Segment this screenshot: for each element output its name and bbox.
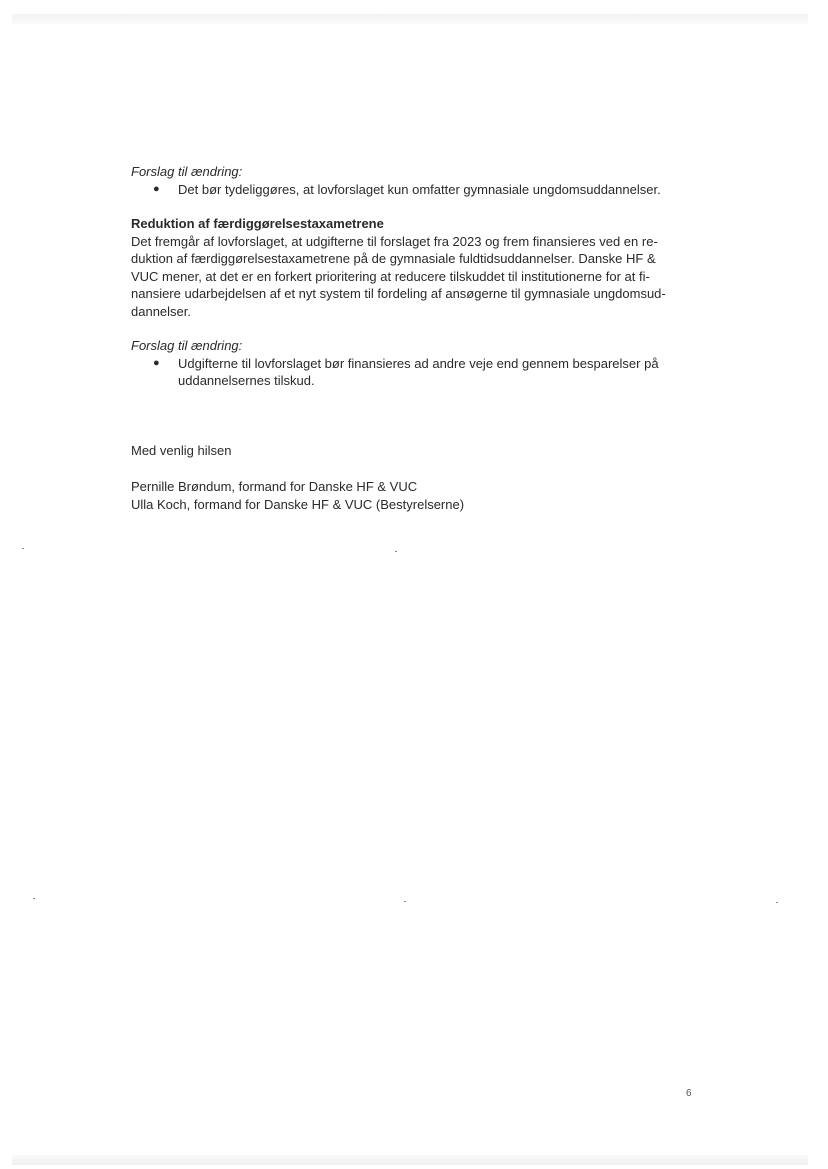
bullet-line: Udgifterne til lovforslaget bør finansieres ad andre veje end gennem besparelser på [178, 355, 659, 371]
paragraph-line: dannelser. [131, 303, 191, 319]
proposal-heading-1: Forslag til ændring: [131, 164, 243, 179]
proposal-heading-2: Forslag til ændring: [131, 338, 243, 353]
scan-edge-top [12, 14, 808, 24]
scan-speck [22, 548, 24, 549]
paragraph-line: VUC mener, at det er en forkert prioritering at reducere tilskuddet til institutionerne for at fi- [131, 268, 650, 284]
bullet-line: uddannelsernes tilskud. [178, 373, 315, 388]
paragraph-line: duktion af færdiggørelsestaxametrene på de gymnasiale fuldtidsuddannelser. Danske HF & [131, 251, 656, 266]
paragraph-line: Det fremgår af lovforslaget, at udgifterne til forslaget fra 2023 og frem finansieres ved en re- [131, 233, 658, 249]
signatory-2: Ulla Koch, formand for Danske HF & VUC (Bestyrelserne) [131, 496, 465, 512]
bullet-text-2 [178, 355, 691, 390]
bullet-item-2 [153, 355, 691, 390]
bullet-item-1 [153, 181, 691, 199]
paragraph-line: nansiere udarbejdelsen af et nyt system til fordeling af ansøgerne til gymnasiale ungdomsud- [131, 286, 666, 301]
scan-speck [776, 902, 778, 903]
signatory-1: Pernille Brøndum, formand for Danske HF & VUC [131, 479, 418, 494]
scan-edge-bottom [12, 1155, 808, 1165]
letter-body [131, 163, 691, 513]
bullet-text-1: Det bør tydeliggøres, at lovforslaget kun omfatter gymnasiale ungdomsuddannelser. [178, 181, 661, 197]
scan-speck [395, 551, 397, 552]
section-title: Reduktion af færdiggørelsestaxametrene [131, 216, 384, 231]
bullet-icon: ● [153, 182, 160, 195]
closing-greeting: Med venlig hilsen [131, 442, 232, 458]
bullet-icon: ● [153, 356, 160, 369]
page-number: 6 [686, 1088, 692, 1099]
scan-speck [404, 901, 406, 902]
scan-speck [33, 898, 35, 899]
